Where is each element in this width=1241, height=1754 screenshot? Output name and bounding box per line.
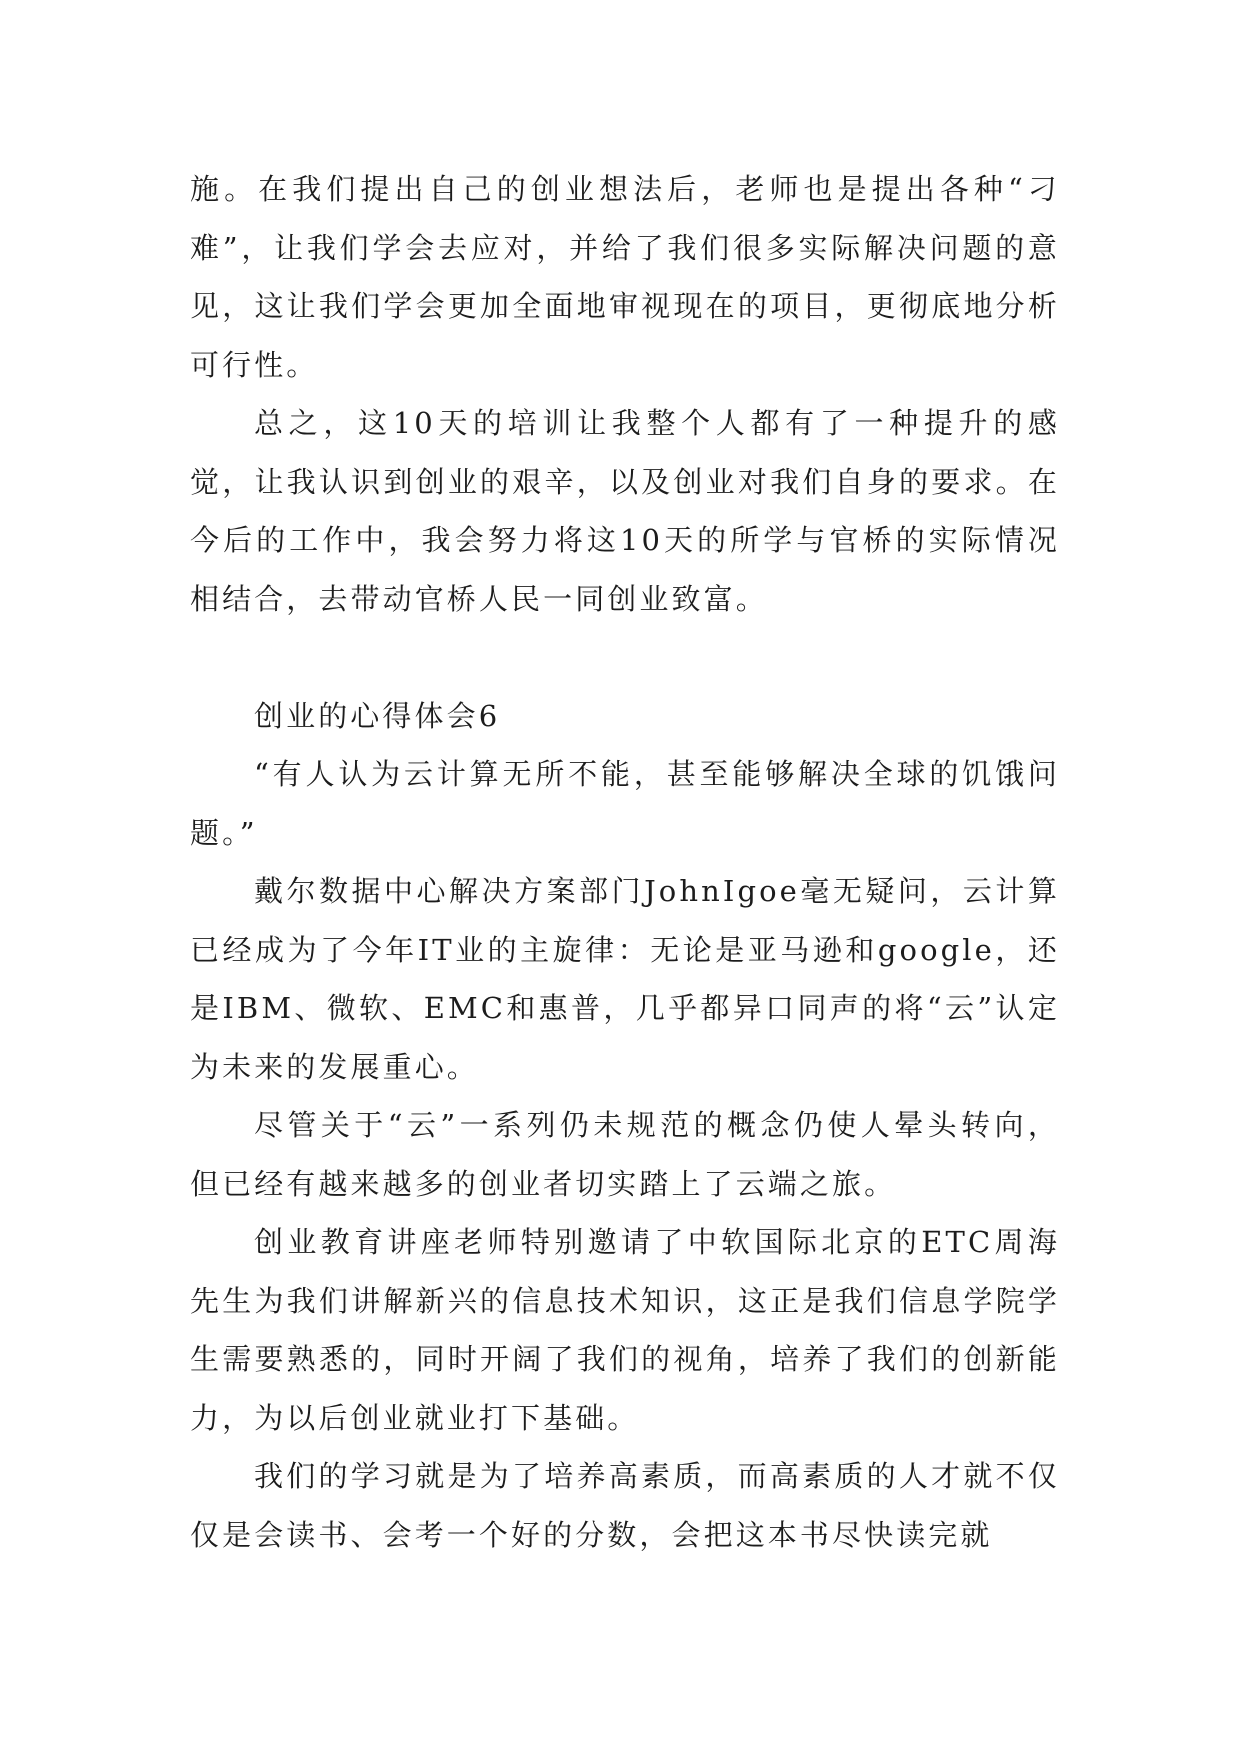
paragraph-quote: “有人认为云计算无所不能，甚至能够解决全球的饥饿问题。” [190, 757, 1060, 850]
paragraph-conclusion: 总之，这10天的培训让我整个人都有了一种提升的感觉，让我认识到创业的艰辛，以及创业对我们自身的要求。在今后的工作中，我会努力将这10天的所学与官桥的实际情况相结合，去带动官桥人民一同创业致富。 [190, 406, 1060, 616]
paragraph-lecture: 创业教育讲座老师特别邀请了中软国际北京的ETC周海先生为我们讲解新兴的信息技术知识，这正是我们信息学院学生需要熟悉的，同时开阔了我们的视角，培养了我们的创新能力，为以后创业就业打下基础。 [190, 1225, 1060, 1435]
section-title: 创业的心得体会6 [254, 698, 501, 733]
paragraph-learning: 我们的学习就是为了培养高素质，而高素质的人才就不仅仅是会读书、会考一个好的分数，会把这本书尽快读完就 [190, 1459, 1060, 1552]
paragraph-cloud-journey: 尽管关于“云”一系列仍未规范的概念仍使人晕头转向，但已经有越来越多的创业者切实踏上了云端之旅。 [190, 1108, 1060, 1201]
document-body [190, 160, 1060, 1564]
paragraph-cloud-computing: 戴尔数据中心解决方案部门JohnIgoe毫无疑问，云计算已经成为了今年IT业的主旋律：无论是亚马逊和google，还是IBM、微软、EMC和惠普，几乎都异口同声的将“云”认定为未来的发展重心。 [190, 874, 1060, 1084]
blank-line [190, 628, 1060, 687]
paragraph-continuation: 施。在我们提出自己的创业想法后，老师也是提出各种“刁难”，让我们学会去应对，并给了我们很多实际解决问题的意见，这让我们学会更加全面地审视现在的项目，更彻底地分析可行性。 [190, 172, 1060, 382]
